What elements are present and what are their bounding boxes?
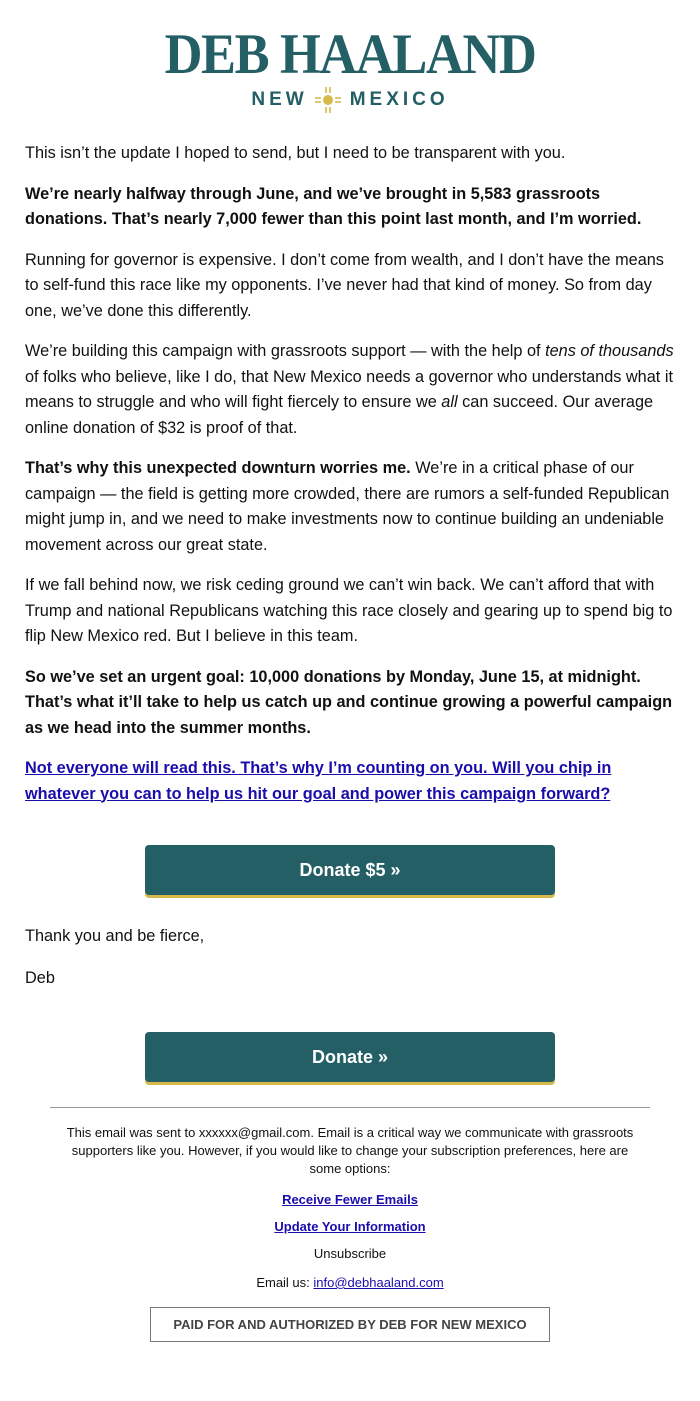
footer-divider: [50, 1107, 650, 1108]
paragraph-downturn: That’s why this unexpected downturn worries me. We’re in a critical phase of our campaign — the field is getting more crowded, there are rumors a self-funded Republican might jump in, and we need to make investments now to continue building an undeniable movement across our great state.: [25, 459, 670, 554]
update-information-link[interactable]: Update Your Information: [274, 1219, 426, 1234]
paragraph-donation-status: We’re nearly halfway through June, and we’ve brought in 5,583 grassroots donations. That’s nearly 7,000 fewer than this point last month, and I’m worried.: [25, 184, 642, 228]
signoff-name: Deb: [25, 969, 55, 987]
paragraph-risk: If we fall behind now, we risk ceding ground we can’t win back. We can’t afford that with Trump and national Republicans watching this race closely and gearing up to spend big to flip New Mexico red. But I believe in this team.: [25, 576, 673, 645]
paragraph-grassroots: We’re building this campaign with grassroots support — with the help of tens of thousands of folks who believe, like I do, that New Mexico needs a governor who understands what it means to struggle and who will fight fiercely to ensure we all can succeed. Our average online donation of $32 is proof of that.: [25, 342, 674, 437]
contact-email-link[interactable]: info@debhaaland.com: [313, 1275, 444, 1290]
chip-in-link[interactable]: Not everyone will read this. That’s why I’m counting on you. Will you chip in whatever you can to help us hit our goal and power this campaign forward?: [25, 759, 612, 803]
email-footer: [60, 1124, 640, 1292]
paragraph-intro: This isn’t the update I hoped to send, but I need to be transparent with you.: [25, 144, 566, 162]
paid-for-disclaimer: PAID FOR AND AUTHORIZED BY DEB FOR NEW MEXICO: [150, 1307, 550, 1342]
email-body: [25, 141, 675, 822]
donate-5-button[interactable]: Donate $5 »: [145, 845, 555, 895]
logo-subtitle: [0, 86, 700, 114]
paragraph-cta: [25, 756, 675, 807]
campaign-logo: [0, 23, 700, 114]
paragraph-expense: Running for governor is expensive. I don’t come from wealth, and I don’t have the means to self-fund this race like my opponents. I’ve never had that kind of money. So from day one, we’ve done this differently.: [25, 250, 664, 320]
contact-email-row: Email us: info@debhaaland.com: [256, 1275, 444, 1290]
donate-button[interactable]: Donate »: [145, 1032, 555, 1082]
logo-title: DEB HAALAND: [164, 23, 536, 86]
signoff-line: Thank you and be fierce,: [25, 927, 205, 945]
footer-notice: This email was sent to xxxxxx@gmail.com. Email is a critical way we communicate with grassroots supporters like you. However, if you would like to change your subscription preferences, here are some options:: [66, 1125, 634, 1176]
receive-fewer-emails-link[interactable]: Receive Fewer Emails: [282, 1192, 418, 1207]
paragraph-goal: So we’ve set an urgent goal: 10,000 donations by Monday, June 15, at midnight. That’s what it’ll take to help us catch up and continue growing a powerful campaign as we head into the summer months.: [25, 667, 673, 737]
logo-state-right: MEXICO: [349, 89, 449, 110]
zia-sun-icon: [314, 86, 342, 114]
unsubscribe-link[interactable]: Unsubscribe: [313, 1246, 387, 1261]
logo-state-left: NEW: [251, 89, 308, 110]
